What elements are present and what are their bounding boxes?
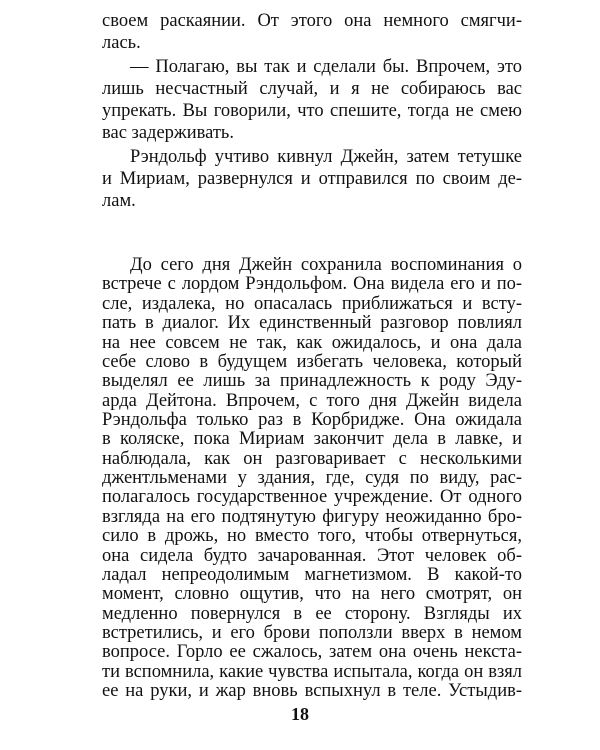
text-line: До сего дня Джейн сохранила воспоминания о <box>130 255 522 275</box>
text-line: встрече с лордом Рэндольфом. Она видела его и по- <box>102 274 522 295</box>
text-line: ладал непреодолимым магнетизмом. В какой-то <box>102 564 522 585</box>
text-line: момент, словно ощутив, что на него смотрят, он <box>102 584 522 605</box>
text-line: своем раскаянии. От этого она немного смягчи- <box>102 11 522 31</box>
text-line: и Мириам, развернулся и отправился по своим де- <box>102 169 522 189</box>
text-line: сило в дрожь, но вместо того, чтобы отвернуться, <box>102 526 522 547</box>
text-line: ее на руки, и жар вновь вспыхнул в теле. Устыдив- <box>102 681 522 701</box>
text-line: сле, издалека, но опасалась приближаться и всту- <box>102 293 522 314</box>
text-line: упрекать. Вы говорили, что спешите, тогда не смею <box>102 101 522 121</box>
text-line: она сидела будто зачарованная. Этот человек об- <box>102 545 522 566</box>
text-line: джентльменами у здания, где, судя по виду, рас- <box>102 468 522 488</box>
text-line: Рэндольф учтиво кивнул Джейн, затем тетушке <box>130 147 522 167</box>
text-line: лишь несчастный случай, и я не собираюсь вас <box>102 79 522 99</box>
text-line: полагалось государственное учреждение. От одного <box>102 487 522 508</box>
text-line: арда Дейтона. Впрочем, с того дня Джейн видела <box>102 390 522 411</box>
text-line: медленно повернулся в ее сторону. Взгляды их <box>102 603 522 624</box>
text-line: выделял ее лишь за принадлежность к роду Эду- <box>102 371 522 392</box>
text-line: встретились, и его брови поползли вверх в немом <box>102 622 522 643</box>
text-line: вас задерживать. <box>102 123 234 143</box>
text-line: ти вспомнила, какие чувства испытала, когда он взял <box>102 661 522 682</box>
text-line: вопросе. Горло ее сжалось, затем она очень некста- <box>102 642 522 663</box>
page-number: 18 <box>291 704 309 724</box>
text-line: — Полагаю, вы так и сделали бы. Впрочем, это <box>130 57 522 77</box>
text-line: лам. <box>102 191 136 211</box>
text-line: себе слово в будущем избегать человека, который <box>102 351 522 372</box>
text-line: на нее совсем не так, как ожидалось, и она дала <box>102 332 522 353</box>
text-line: пать в диалог. Их единственный разговор повлиял <box>102 313 522 334</box>
text-line: наблюдала, как он разговаривает с несколькими <box>102 448 522 469</box>
text-line: лась. <box>102 33 141 53</box>
text-line: Рэндольфа только раз в Корбридже. Она ожидала <box>102 409 522 430</box>
text-line: взгляда на его подтянутую фигуру неожиданно бро- <box>102 506 522 527</box>
text-line: в коляске, пока Мириам закончит дела в лавке, и <box>102 429 522 450</box>
